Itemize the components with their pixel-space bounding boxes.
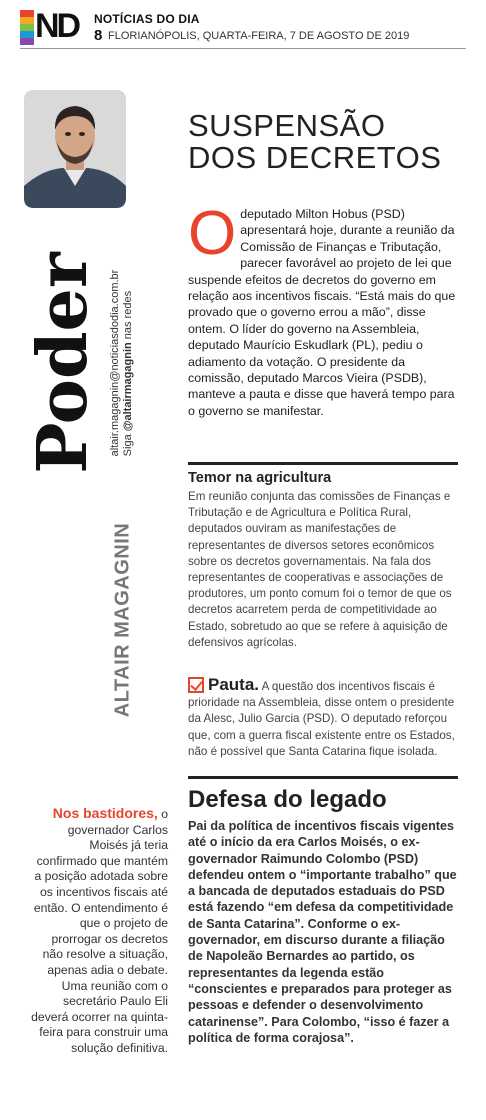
nd-logo bbox=[20, 7, 86, 45]
article-title-line: SUSPENSÃO bbox=[188, 108, 386, 143]
article-title bbox=[188, 110, 462, 174]
defesa-body: Pai da política de incentivos fiscais vigentes até o início da era Carlos Moisés, o ex-governador Raimundo Colombo (PSD) defendeu ontem o “importante trabalho” que a bancada de deputados estaduais do PSD está fazendo “em defesa da competitividade de Santa Catarina”. Conforme o ex-governador, em discurso durante a filiação de Napoleão Bernardes ao partido, os representantes da legenda estão “conscientes e preparados para proteger as pessoas e defender o desenvolvimento catarinense”. Para Colombo, “isso é fazer a política de forma corajosa”. bbox=[188, 819, 457, 1045]
author-contact bbox=[109, 270, 135, 457]
header-divider bbox=[20, 48, 466, 49]
page-number: 8 bbox=[94, 27, 103, 44]
drop-cap: O bbox=[188, 199, 237, 268]
article-body bbox=[188, 199, 462, 419]
dateline: FLORIANÓPOLIS, QUARTA-FEIRA, 7 DE AGOSTO DE 2019 bbox=[108, 30, 410, 42]
bastidores-note bbox=[30, 806, 168, 1057]
logo-bar bbox=[20, 17, 34, 24]
logo-bar bbox=[20, 24, 34, 31]
temor-body: Em reunião conjunta das comissões de Finanças e Tributação e de Agricultura e Política Rural, deputados ouviram as manifestações de representantes de diversos setores econômicos sobre os decretos governamentais. Na fala dos representantes de cooperativas e associações de produtores, um ponto comum foi o temor de que os decretos acarretem perda de competitividade ao Estado, sobretudo ao que se refere à aquisição de defensivos agrícolas. bbox=[188, 490, 452, 649]
article-body-text: deputado Milton Hobus (PSD) apresentará hoje, durante a reunião da Comissão de Finanças e Tributação, parecer favorável ao projeto de lei que suspende efeitos de decretos do governo em relação aos incentivos fiscais. “Está mais do que provado que o governo errou a mão”, disse ontem. O líder do governo na Assembleia, deputado Maurício Eskudlark (PL), pediu o adiamento da votação. O presidente da comissão, deputado Marcos Vieira (PSDB), manteve a pauta e disse que haverá tempo para o governo se manifestar. bbox=[188, 207, 456, 418]
checkbox-checked-icon bbox=[188, 677, 204, 693]
section-divider bbox=[188, 462, 458, 465]
author-photo-icon bbox=[24, 90, 126, 208]
social-prefix: Siga bbox=[122, 431, 134, 457]
author-contact-wrapper bbox=[106, 232, 138, 494]
temor-heading: Temor na agricultura bbox=[188, 470, 332, 486]
author-name: ALTAIR MAGAGNIN bbox=[111, 522, 134, 718]
pauta-body: A questão dos incentivos fiscais é prioridade na Assembleia, disse ontem o presidente da Alesc, Julio Garcia (PSD). O deputado reforçou que, com a guerra fiscal existente entre os Estados, não é possível que Santa Catarina fique isolada. bbox=[188, 680, 455, 758]
defesa-heading: Defesa do legado bbox=[188, 786, 387, 813]
bastidores-body: o governador Carlos Moisés já teria confirmado que mantém a posição adotada sobre os incentivos fiscais até então. O entendimento é que o projeto de prorrogar os decretos não resolve a situação, apenas adia o debate. Uma reunião com o secretário Paulo Eli deverá ocorrer na quinta-feira para construir uma solução definitiva. bbox=[31, 807, 168, 1055]
page-header bbox=[20, 8, 466, 48]
publication-name: NOTÍCIAS DO DIA bbox=[94, 12, 200, 26]
logo-text: ND bbox=[35, 7, 79, 45]
social-suffix: nas redes bbox=[122, 290, 134, 343]
article-title-line: DOS DECRETOS bbox=[188, 140, 442, 175]
logo-bar bbox=[20, 31, 34, 38]
logo-bar bbox=[20, 38, 34, 45]
pauta-label: Pauta. bbox=[208, 675, 260, 694]
column-name-wrapper bbox=[20, 232, 106, 494]
column-name: Poder bbox=[23, 252, 103, 474]
logo-bar bbox=[20, 10, 34, 17]
author-social bbox=[122, 270, 135, 457]
social-handle[interactable]: @altairmagagnin bbox=[122, 342, 134, 432]
logo-color-bars bbox=[20, 10, 34, 44]
section-divider bbox=[188, 776, 458, 779]
bastidores-lead: Nos bastidores, bbox=[52, 805, 158, 821]
author-name-wrapper bbox=[108, 500, 138, 740]
author-email[interactable]: altair.magagnin@noticiasdodia.com.br bbox=[109, 269, 121, 457]
pauta-note bbox=[188, 674, 462, 760]
